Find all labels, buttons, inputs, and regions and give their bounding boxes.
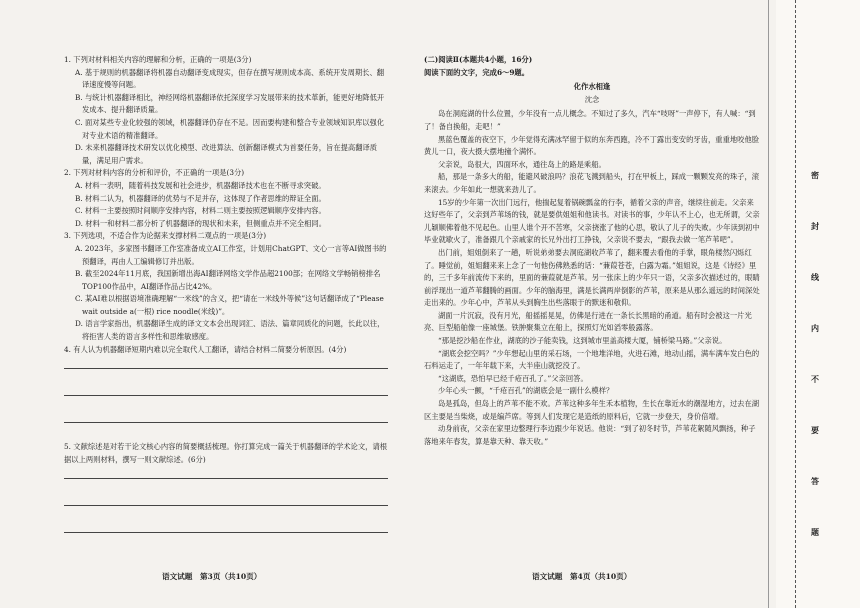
page-footer: 语文试题 第4页（共10页） [532,572,632,581]
section-heading: (二)阅读Ⅱ(本题共4小题，16分) [424,55,533,64]
seal-char: 题 [811,527,819,537]
seal-line-notice [808,170,822,578]
seal-char: 封 [811,221,819,231]
question-1 [64,54,388,167]
question-stem: 2. 下列对材料内容的分析和评价，不正确的一项是(3分) [64,168,245,178]
option-d: D. 材料一和材料二都分析了机器翻译的现状和未来，但侧重点并不完全相同。 [75,218,327,228]
seal-char: 要 [811,425,819,435]
passage-paragraph: 黑蓝色覆盖的夜空下，少年觉得充满冰罕留于似的东奔西跑，冷不丁露出变安的牙齿，重重地咬他脸黄儿一口，夜大摄大摆地撞个满怀。 [424,134,760,157]
option-c: C. 某AI难以根据语境准确理解“一米线”的含义，把“请在一米线外等候”这句话翻译成了“Please wait outside a(一根) rice noodle(米线)”。 [75,294,384,316]
passage-paragraph: 15岁的少年第一次出门远行，他揣起复着锅碗瓢盆的行李，循着父亲的声音，继续往前走。父亲来这好些年了，父亲到芦苇场的钱，就是要供姐姐和他读书。对读书的事，少年认不上心，也无所谓，父亲儿颖顺佛着他不见起色。山里人谁个开不苦寒，父亲挠涨了他的心思，敬认了儿子的失败。少年读到初中毕业就歇火了，准备跟几个亲戚家的长兄外出打工挣钱，父亲说不要去，“跟我去做一笔芦苇吧”。 [424,197,760,245]
question-stem: 4. 有人认为机器翻译短期内难以完全取代人工翻译，请结合材料二简要分析原因。(4分) [64,344,347,354]
question-stem: 3. 下列选项，不适合作为论据来支撑材料二观点的一项是(3分) [64,231,267,241]
binding-edge-line [768,0,769,608]
page-footer: 语文试题 第3页（共10页） [162,572,262,581]
passage-paragraph: 父亲说，岛很大，四面环水，通往岛上的路是乘船。 [438,159,606,169]
passage-title: 化作水相逢 [573,82,611,92]
seal-char: 答 [811,476,819,486]
seal-line [795,0,796,608]
option-b: B. 截至2024年11月底，我国新增出海AI翻译网络文学作品超2100部；在网络文学畅销榜排名TOP100作品中，AI翻译作品占比42%。 [75,269,381,291]
answer-line[interactable] [64,466,388,479]
question-stem: 1. 下列对材料相关内容的理解和分析，正确的一项是(3分) [64,55,252,64]
option-d: D. 未来机器翻译技术研发以优化模型、改进算法、创新翻译模式为首要任务，旨在提高翻译质量，满足用户需求。 [75,143,378,165]
answer-line[interactable] [64,493,388,506]
passage-paragraph: 湖面一片沉寂，没有月光，船摇摇晃晃，仿佛是行进在一条长长黑暗的甬道。船有时会被这一片光亮、巨型船舶像一座城堡。铁肿聚集立在船上，探照灯光如滔零般露落。 [424,310,752,333]
right-page [398,0,768,608]
passage-body [424,108,760,448]
passage-paragraph: 出门前，姐姐倒来了一趟，听说弟弟要去洞庭湖收芦苇了，翻来覆去看他的手掌，眼角楼然闪烁红了。睡觉前，姐姐翻来来上念了一句他伤佛熟悉的话：“蒹葭苍苍，白露为霜。”姐姐说，这是《诗经》里的，三千多年前流传下来的，里面的蒹葭就是芦苇。另一张床上的少年只一语，父亲多次描述过的，眼睛前浮现出一道芦苇翻腾的画面。少年的脑海里，满是长满两岸倒影的芦苇，原来是从那么遥远的时间深处走出来的。少年心中，芦苇从头到胸生出些落眼于的默迷和敬仰。 [424,247,760,308]
answer-line[interactable] [64,356,388,369]
seal-char: 密 [811,170,819,180]
option-a: A. 材料一表明，随着科技发展和社会进步，机器翻译技术也在不断寻求突破。 [75,180,326,190]
passage-paragraph: 岛是孤岛，但岛上的芦苇不能不欢。芦苇这种多年生禾本植物，生长在靠近水的潮湿地方，过去在湖区主要是当柴烧，或是编芦席。等到人们发现它是造纸的原料后，它就一步登天，身价倍增。 [424,399,760,421]
seal-char: 线 [811,272,819,282]
answer-line[interactable] [64,383,388,396]
passage-paragraph: 船，那是一条多大的船，能避风破浪吗？浪花飞溅到船头，打在甲板上，踩成一颗颗发亮的珠子，滚来滚去。少年如此一想就来劲儿了。 [424,172,760,194]
passage-paragraph: “那是挖沙船在作业，湖底的沙子能卖钱，这到城市里盖高楼大厦，铺桥梁马路。”父亲说。 [438,336,727,346]
question-3 [64,230,388,343]
question-5 [64,441,388,533]
seal-char: 不 [811,374,819,384]
option-c: C. 面对某些专业化较强的领域，机器翻译仍存在不足。因而要构建和整合专业领域知识库以强化对专业术语的精准翻译。 [75,117,385,140]
option-d: D. 语言学家指出，机器翻译生成的译文文本会出现词汇、语法、篇章同质化的问题，长此以往，将拒害人类的语言多样性和思维敏感度。 [75,319,385,342]
passage-paragraph: “湖底会挖空吗？”少年想起山里的采石场，一个地堆洋地，火进石滩，地动山摇，满车满车发白色的石料运走了，一年年载下来，大半座山就挖没了。 [424,348,760,371]
question-4 [64,344,388,424]
option-a: A. 基于规则的机器翻译将机器自动翻译变成现实，但存在撰写规则成本高、系统开发周期长、翻译速度慢等问题。 [75,67,385,90]
left-page [0,0,398,608]
passage-author: 沈念 [584,94,600,104]
answer-line[interactable] [64,520,388,533]
passage-paragraph: 岛在洞庭湖的什么位置，少年没有一点儿概念。不知过了多久，汽车“吱呀”一声停下，有人喊：“到了！备自换船，走吧！” [424,109,756,131]
option-b: B. 材料二认为，机器翻译的优势与不足并存，这体现了作者思维的辩证全面。 [75,193,326,203]
passage-paragraph: 动身前夜，父亲在家里边整理行李边跟少年说话。他说：“到了初冬时节，芦苇花絮随风飘扬，种子落地来年春发，算是靠天种、靠天收。” [424,424,756,446]
passage-paragraph: “这湖底，恐怕早已经千疮百孔了。”父亲回答。 [438,373,588,383]
option-b: B. 与统计机器翻译相比，神经网络机器翻译依托深度学习发展带来的技术革新，能更好地降低开发成本、提升翻译质量。 [75,92,385,115]
section-instruction: 阅读下面的文字，完成6～9题。 [424,67,530,77]
passage-paragraph: 少年心头一颤，“千疮百孔”的湖底会是一副什么模样？ [438,386,614,396]
question-2 [64,167,388,230]
answer-line[interactable] [64,410,388,423]
option-a: A. 2023年，多家图书翻译工作室准备成立AI工作室，计划用ChatGPT、文心一言等AI做图书的预翻译，再由人工编辑修订并出版。 [75,243,387,266]
seal-char: 内 [811,323,819,333]
option-c: C. 材料一主要按照时间顺序安排内容，材料二则主要按照逻辑顺序安排内容。 [75,206,326,216]
question-stem: 5. 文献综述是对若干论文核心内容的简要概括梳理。你打算完成一篇关于机器翻译的学术论文，请根据以上两则材料，撰写一则文献综述。(6分) [64,442,388,464]
